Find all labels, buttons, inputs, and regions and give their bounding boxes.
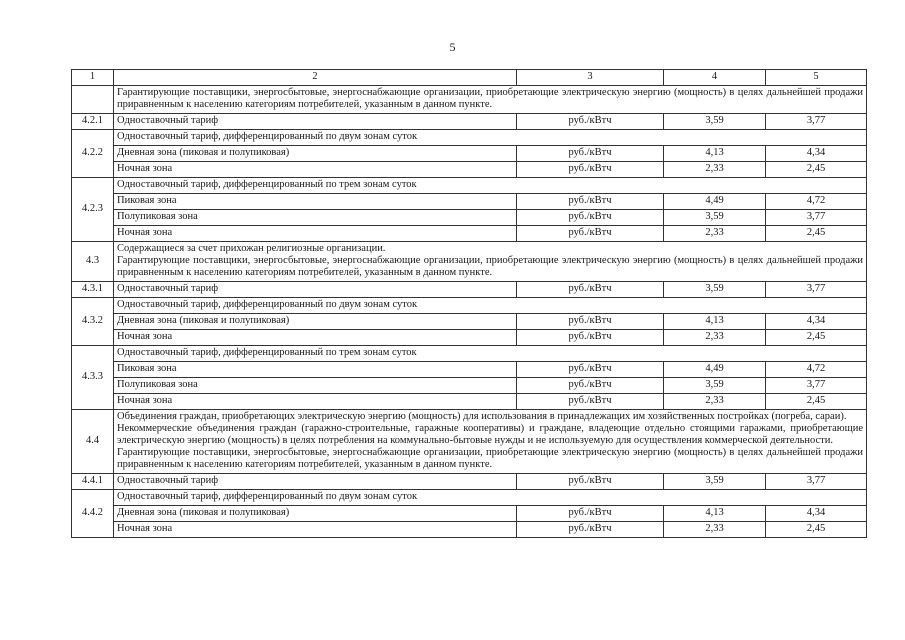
zone-name: Ночная зона [114, 394, 517, 410]
tariff-table-body [72, 86, 867, 538]
value-cell: 4,72 [766, 362, 867, 378]
zone-name: Дневная зона (пиковая и полупиковая) [114, 506, 517, 522]
description-paragraph: Объединения граждан, приобретающих электрическую энергию (мощность) для использования в принадлежащих им хозяйственных постройках (погреба, сараи). [117, 411, 847, 422]
description-paragraph: Гарантирующие поставщики, энергосбытовые, энергоснабжающие организации, приобретающие электрическую энергию (мощность) в целях дальнейшей продажи приравненным к населению категориям потребителей, указанным в данном пункте. [117, 255, 863, 278]
value-cell: 4,34 [766, 314, 867, 330]
zone-name: Ночная зона [114, 162, 517, 178]
tariff-zone-row [72, 162, 867, 178]
page-number: 5 [449, 40, 456, 54]
unit-cell: руб./кВтч [517, 394, 664, 410]
tariff-zone-row [72, 226, 867, 242]
zone-name: Ночная зона [114, 330, 517, 346]
description-row [72, 86, 867, 114]
unit-cell: руб./кВтч [517, 506, 664, 522]
tariff-name: Одноставочный тариф [114, 114, 517, 130]
column-header: 3 [517, 70, 664, 86]
value-cell: 2,33 [664, 522, 766, 538]
value-cell: 4,49 [664, 194, 766, 210]
value-cell: 2,45 [766, 522, 867, 538]
description-row [72, 242, 867, 282]
value-cell: 4,49 [664, 362, 766, 378]
zone-name: Пиковая зона [114, 362, 517, 378]
tariff-group-head-row [72, 346, 867, 362]
value-cell: 3,59 [664, 210, 766, 226]
tariff-group-title: Одноставочный тариф, дифференцированный по двум зонам суток [114, 298, 867, 314]
row-number: 4.4.1 [72, 474, 114, 490]
column-header: 4 [664, 70, 766, 86]
unit-cell: руб./кВтч [517, 330, 664, 346]
tariff-zone-row [72, 314, 867, 330]
value-cell: 4,34 [766, 506, 867, 522]
row-number: 4.2.2 [72, 130, 114, 178]
value-cell: 2,33 [664, 162, 766, 178]
zone-name: Дневная зона (пиковая и полупиковая) [114, 146, 517, 162]
zone-name: Полупиковая зона [114, 378, 517, 394]
tariff-zone-row [72, 210, 867, 226]
description-paragraph: Некоммерческие объединения граждан (гаражно-строительные, гаражные кооперативы) и граждане, владеющие отдельно стоящими гаражами, приобретающие электрическую энергию (мощность) в целях потребления на коммунально-бытовые нужды и не используемую для осуществления коммерческой деятельности. [117, 423, 863, 446]
value-cell: 4,34 [766, 146, 867, 162]
tariff-group-head-row [72, 490, 867, 506]
value-cell: 2,33 [664, 226, 766, 242]
tariff-group-head-row [72, 130, 867, 146]
unit-cell: руб./кВтч [517, 194, 664, 210]
tariff-zone-row [72, 522, 867, 538]
tariff-group-title: Одноставочный тариф, дифференцированный по трем зонам суток [114, 346, 867, 362]
unit-cell: руб./кВтч [517, 114, 664, 130]
description-cell [114, 410, 867, 474]
row-number: 4.2.3 [72, 178, 114, 242]
unit-cell: руб./кВтч [517, 282, 664, 298]
tariff-name: Одноставочный тариф [114, 282, 517, 298]
row-number: 4.3.3 [72, 346, 114, 410]
value-cell: 3,77 [766, 378, 867, 394]
tariff-zone-row [72, 394, 867, 410]
description-cell [114, 242, 867, 282]
tariff-group-head-row [72, 298, 867, 314]
value-cell: 2,33 [664, 330, 766, 346]
value-cell: 4,13 [664, 314, 766, 330]
value-cell: 3,59 [664, 474, 766, 490]
row-number: 4.3.1 [72, 282, 114, 298]
unit-cell: руб./кВтч [517, 314, 664, 330]
row-number: 4.3 [72, 242, 114, 282]
zone-name: Ночная зона [114, 522, 517, 538]
value-cell: 3,77 [766, 282, 867, 298]
tariff-name: Одноставочный тариф [114, 474, 517, 490]
value-cell: 4,13 [664, 146, 766, 162]
unit-cell: руб./кВтч [517, 362, 664, 378]
row-number: 4.4 [72, 410, 114, 474]
zone-name: Дневная зона (пиковая и полупиковая) [114, 314, 517, 330]
tariff-group-head-row [72, 178, 867, 194]
tariff-table [71, 69, 867, 538]
column-header: 2 [114, 70, 517, 86]
unit-cell: руб./кВтч [517, 378, 664, 394]
zone-name: Пиковая зона [114, 194, 517, 210]
row-number: 4.3.2 [72, 298, 114, 346]
value-cell: 3,59 [664, 114, 766, 130]
value-cell: 2,33 [664, 394, 766, 410]
value-cell: 3,59 [664, 378, 766, 394]
column-header: 5 [766, 70, 867, 86]
tariff-group-title: Одноставочный тариф, дифференцированный по двум зонам суток [114, 490, 867, 506]
unit-cell: руб./кВтч [517, 522, 664, 538]
tariff-zone-row [72, 146, 867, 162]
value-cell: 3,77 [766, 114, 867, 130]
tariff-group-title: Одноставочный тариф, дифференцированный по трем зонам суток [114, 178, 867, 194]
zone-name: Ночная зона [114, 226, 517, 242]
row-number [72, 86, 114, 114]
tariff-row [72, 114, 867, 130]
description-cell [114, 86, 867, 114]
unit-cell: руб./кВтч [517, 210, 664, 226]
value-cell: 4,13 [664, 506, 766, 522]
tariff-row [72, 282, 867, 298]
zone-name: Полупиковая зона [114, 210, 517, 226]
unit-cell: руб./кВтч [517, 474, 664, 490]
description-paragraph: Содержащиеся за счет прихожан религиозные организации. [117, 243, 386, 254]
tariff-zone-row [72, 330, 867, 346]
value-cell: 2,45 [766, 162, 867, 178]
tariff-row [72, 474, 867, 490]
tariff-zone-row [72, 506, 867, 522]
description-paragraph: Гарантирующие поставщики, энергосбытовые, энергоснабжающие организации, приобретающие электрическую энергию (мощность) в целях дальнейшей продажи приравненным к населению категориям потребителей, указанным в данном пункте. [117, 447, 863, 470]
tariff-zone-row [72, 378, 867, 394]
tariff-zone-row [72, 194, 867, 210]
row-number: 4.4.2 [72, 490, 114, 538]
description-row [72, 410, 867, 474]
tariff-group-title: Одноставочный тариф, дифференцированный по двум зонам суток [114, 130, 867, 146]
value-cell: 2,45 [766, 226, 867, 242]
row-number: 4.2.1 [72, 114, 114, 130]
value-cell: 4,72 [766, 194, 867, 210]
value-cell: 2,45 [766, 330, 867, 346]
value-cell: 3,77 [766, 210, 867, 226]
value-cell: 2,45 [766, 394, 867, 410]
unit-cell: руб./кВтч [517, 146, 664, 162]
unit-cell: руб./кВтч [517, 226, 664, 242]
column-header-row [72, 70, 867, 86]
tariff-zone-row [72, 362, 867, 378]
description-paragraph: Гарантирующие поставщики, энергосбытовые, энергоснабжающие организации, приобретающие электрическую энергию (мощность) в целях дальнейшей продажи приравненным к населению категориям потребителей, указанным в данном пункте. [117, 87, 863, 110]
value-cell: 3,77 [766, 474, 867, 490]
value-cell: 3,59 [664, 282, 766, 298]
unit-cell: руб./кВтч [517, 162, 664, 178]
column-header: 1 [72, 70, 114, 86]
